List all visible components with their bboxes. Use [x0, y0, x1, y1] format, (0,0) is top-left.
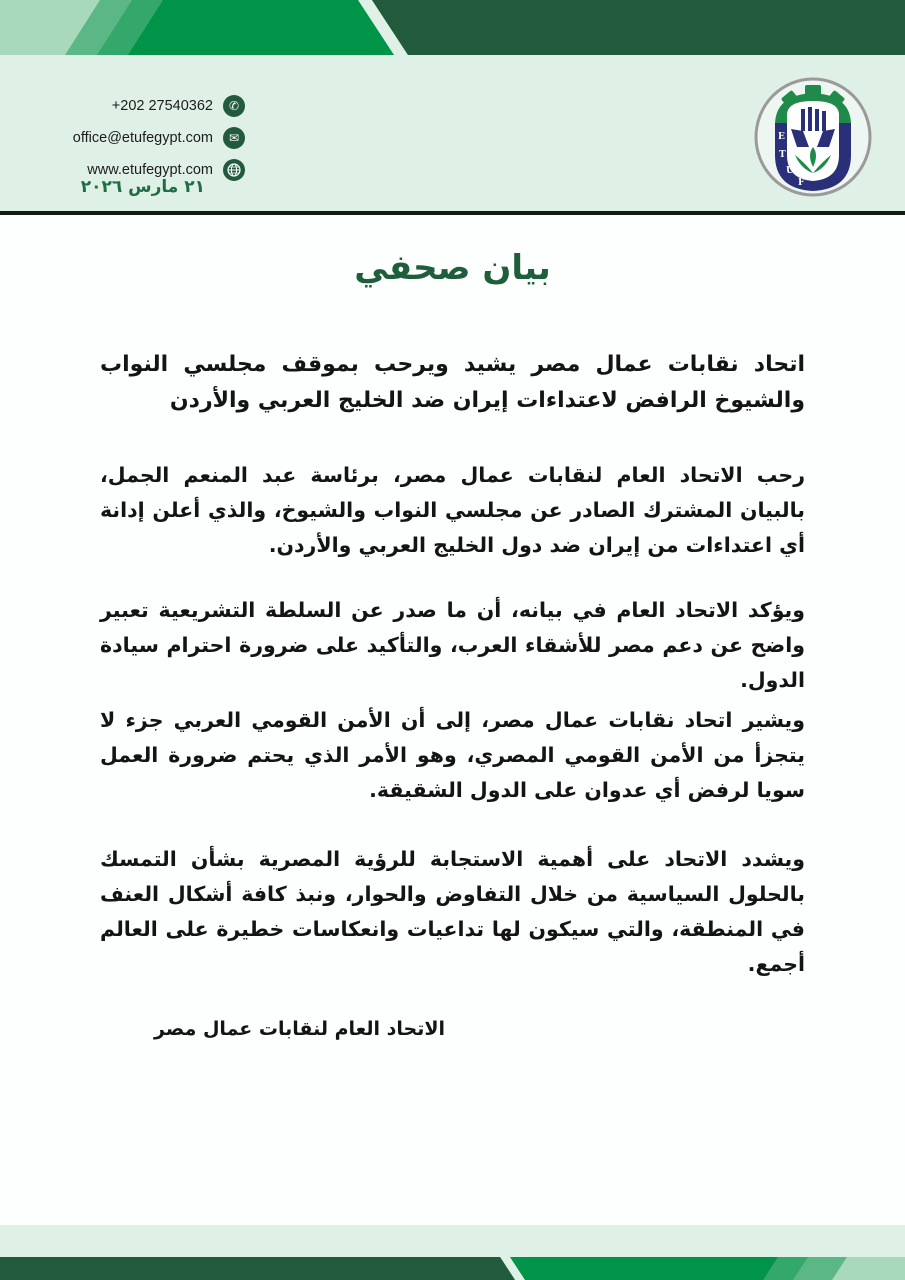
email-address[interactable]: office@etufegypt.com: [72, 130, 213, 146]
bottom-banner-graphic: [0, 1257, 905, 1280]
paragraph-4: ويشدد الاتحاد على أهمية الاستجابة للرؤية المصرية بشأن التمسك بالحلول السياسية من خلال التفاوض والحوار، ونبذ كافة أشكال العنف في المنطقة، والتي سيكون لها تداعيات وانعكاسات خطيرة على العالم أجمع.: [100, 847, 805, 976]
footer-band: [0, 1225, 905, 1257]
logo-letter-f: F: [798, 178, 805, 188]
logo-letter-t: T: [779, 150, 786, 160]
top-banner: [0, 0, 905, 55]
logo-letter-e: E: [778, 132, 785, 142]
globe-glyph: [227, 163, 241, 177]
paragraph-1: رحب الاتحاد العام لنقابات عمال مصر، برئاسة عبد المنعم الجمل، بالبيان المشترك الصادر عن مجلسي النواب والشيوخ، والذي أعلن إدانة أي اعتداءات من إيران ضد دول الخليج العربي والأردن.: [100, 463, 805, 557]
top-banner-graphic: [0, 0, 905, 55]
paragraph-2: ويؤكد الاتحاد العام في بيانه، أن ما صدر عن السلطة التشريعية تعبير واضح عن دعم مصر للأشقاء العرب، والتأكيد على ضرورة احترام سيادة الدول.: [100, 598, 805, 692]
document-date: ٢١ مارس ٢٠٢٦: [80, 177, 205, 197]
contact-email: [30, 122, 245, 154]
headline: اتحاد نقابات عمال مصر يشيد ويرحب بموقف مجلسي النواب والشيوخ الرافض لاعتداءات إيران ضد الخليج العربي والأردن: [100, 352, 805, 413]
globe-icon: [223, 159, 245, 181]
footer-dark-green: [0, 1257, 515, 1280]
header-divider: [0, 211, 905, 215]
logo-letter-u: U: [786, 166, 794, 176]
etuf-logo: [753, 77, 873, 197]
contact-info: [30, 90, 245, 186]
phone-icon: ✆: [223, 95, 245, 117]
etuf-emblem: [753, 77, 873, 197]
phone-number: +202 27540362: [111, 98, 213, 114]
contact-phone: [30, 90, 245, 122]
page-title: بيان صحفي: [354, 248, 551, 288]
paragraph-3: ويشير اتحاد نقابات عمال مصر، إلى أن الأمن القومي العربي جزء لا يتجزأ من الأمن القومي المصري، وهو الأمر الذي يحتم ضرورة العمل سويا لرفض أي عدوان على الدول الشقيقة.: [100, 708, 805, 802]
signature: الاتحاد العام لنقابات عمال مصر: [154, 1018, 445, 1040]
bottom-banner: [0, 1257, 905, 1280]
banner-dark-green: [372, 0, 905, 55]
website-url[interactable]: www.etufegypt.com: [87, 162, 213, 178]
mail-icon: ✉: [223, 127, 245, 149]
